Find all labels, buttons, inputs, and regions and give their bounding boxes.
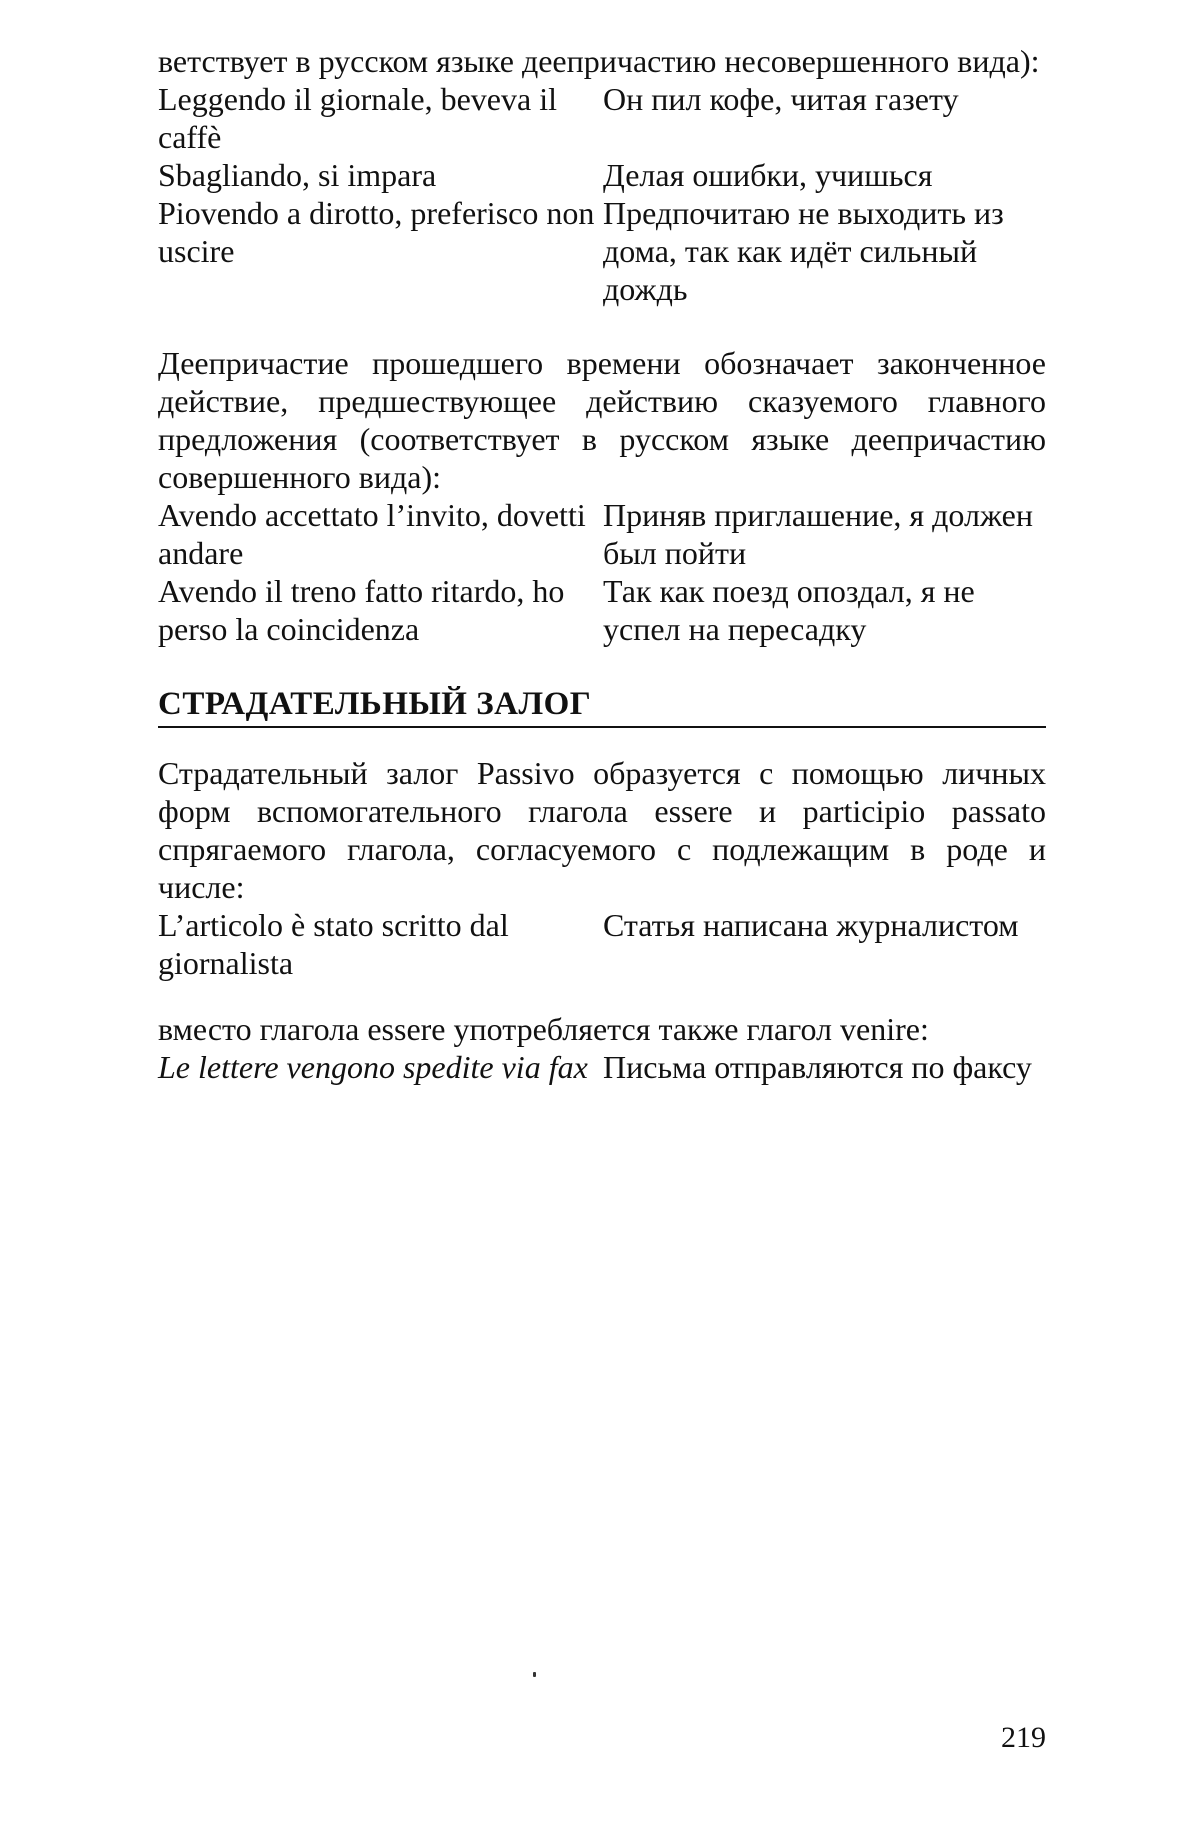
example-italian: L’articolo è stato scritto dal giornalista [158,906,603,982]
example-italian: Le lettere vengono spedite via fax [158,1048,603,1086]
example-russian: Делая ошибки, учишься [603,156,1046,194]
page-content [158,42,1046,1086]
example-russian: Он пил кофе, читая газету [603,80,1046,156]
passive-paragraph: Страдательный залог Passivo образуется с помощью личных форм вспомогательного глагола essere и participio passato спрягаемого глагола, согласуемого с подлежащим в роде и числе: [158,754,1046,906]
example-russian: Предпочитаю не выходить из дома, так как идёт сильный дождь [603,194,1046,308]
example-russian: Письма отправляются по факсу [603,1048,1046,1086]
past-gerund-paragraph: Деепричастие прошедшего времени обозначает законченное действие, предшествующее действию сказуемого главного предложения (соответствует в русском языке деепричастию совершенного вида): [158,344,1046,496]
example-russian: Приняв приглашение, я должен был пойти [603,496,1046,572]
spacer [158,728,1046,754]
example-russian: Статья написана журналистом [603,906,1046,982]
spacer [158,648,1046,684]
venire-example [158,1048,1046,1086]
past-gerund-examples [158,496,1046,648]
present-gerund-examples [158,80,1046,308]
example-italian: Leggendo il giornale, beveva il caffè [158,80,603,156]
example-italian: Avendo il treno fatto ritardo, ho perso la coincidenza [158,572,603,648]
example-russian: Так как поезд опоздал, я не успел на пересадку [603,572,1046,648]
spacer [158,982,1046,1010]
top-paragraph: ветствует в русском языке деепричастию несовершенного вида): [158,42,1046,80]
page-number: 219 [990,1720,1046,1756]
section-heading: СТРАДАТЕЛЬНЫЙ ЗАЛОГ [158,684,1046,728]
spacer [158,308,1046,344]
example-italian: Avendo accettato l’invito, dovetti andare [158,496,603,572]
example-italian: Sbagliando, si impara [158,156,603,194]
passive-example [158,906,1046,982]
scan-speck [533,1672,536,1677]
venire-line: вместо глагола essere употребляется также глагол venire: [158,1010,1046,1048]
example-italian: Piovendo a dirotto, preferisco non uscire [158,194,603,308]
